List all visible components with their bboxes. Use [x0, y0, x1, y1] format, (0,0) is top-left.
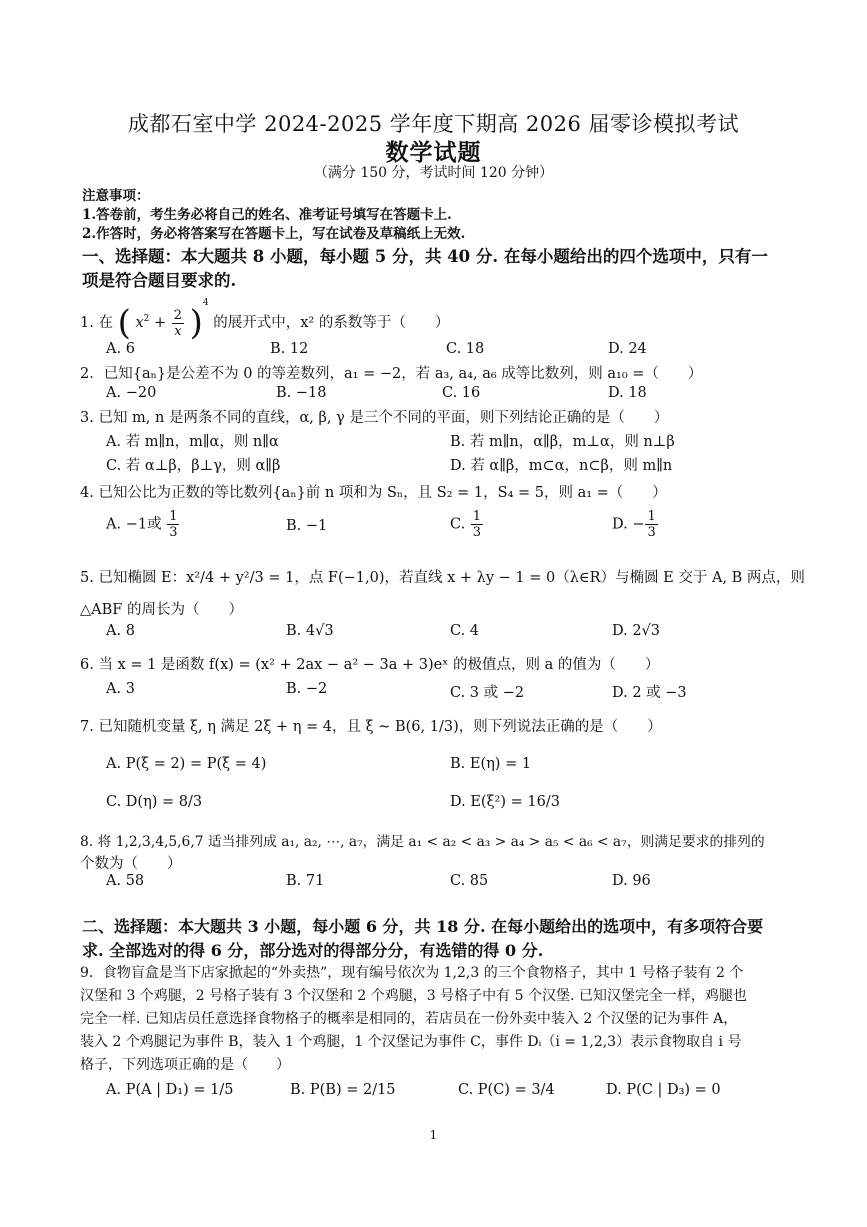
q3-option-c: C. 若 α⊥β，β⊥γ，则 α∥β: [106, 458, 281, 474]
q4-option-c-label: C.: [450, 516, 466, 533]
question-1: 1. 在 ( $x^2$ + $\frac{2}{x}$ )$^4$ 的展开式中，x² 的系数等于（ ）: [80, 298, 450, 343]
q9-option-c: C. P(C) = 3/4: [458, 1082, 555, 1098]
q6-option-c: C. 3 或 −2: [450, 685, 525, 701]
q7-option-c: C. D(η) = 8/3: [106, 794, 203, 810]
q6-option-a: A. 3: [106, 681, 135, 697]
question-5: 5. 已知椭圆 E：x²/4 + y²/3 = 1，点 F(−1,0)，若直线 x + λy − 1 = 0（λ∈R）与椭圆 E 交于 A, B 两点，则: [80, 570, 805, 586]
subject-title: 数学试题: [385, 139, 482, 166]
exam-info: （满分 150 分，考试时间 120 分钟）: [313, 165, 554, 181]
q8-option-b: B. 71: [286, 873, 325, 889]
notice-item-1: 1.答卷前，考生务必将自己的姓名、准考证号填写在答题卡上.: [82, 207, 452, 223]
section2-heading-cont: 求. 全部选对的得 6 分，部分选对的得部分分，有选错的得 0 分.: [82, 941, 544, 960]
q7-option-b: B. E(η) = 1: [450, 756, 532, 772]
question-3: 3. 已知 m, n 是两条不同的直线，α, β, γ 是三个不同的平面，则下列结论正确的是（ ）: [80, 410, 669, 426]
question-7: 7. 已知随机变量 ξ, η 满足 2ξ + η = 4，且 ξ ~ B(6, 1/3)，则下列说法正确的是（ ）: [80, 719, 662, 735]
question-8: 8. 将 1,2,3,4,5,6,7 适当排列成 a₁, a₂, ⋯, a₇，满足 a₁ < a₂ < a₃ > a₄ > a₅ < a₆ < a₇，则满足要求的排列的: [80, 834, 765, 850]
q6-option-b: B. −2: [286, 681, 328, 697]
q1-suffix: 的展开式中，x² 的系数等于（ ）: [213, 315, 450, 331]
q4-option-a-label: A. −1或: [106, 516, 162, 533]
exam-title: 成都石室中学 2024-2025 学年度下期高 2026 届零诊模拟考试: [127, 112, 740, 136]
section1-heading: 一、选择题：本大题共 8 小题，每小题 5 分，共 40 分. 在每小题给出的四个选项中，只有一: [82, 247, 768, 266]
question-2: 2．已知{aₙ}是公差不为 0 的等差数列，a₁ = −2，若 a₃, a₄, a₆ 成等比数列，则 a₁₀ =（ ）: [80, 366, 703, 382]
section1-heading-cont: 项是符合题目要求的.: [82, 271, 237, 290]
question-4: 4. 已知公比为正数的等比数列{aₙ}前 n 项和为 Sₙ，且 S₂ = 1，S₄ = 5，则 a₁ =（ ）: [80, 485, 667, 501]
q4-option-b: B. −1: [286, 518, 328, 534]
q4-fraction-d: $\frac{1}{3}$: [647, 509, 656, 540]
q9-option-a: A. P(A | D₁) = 1/5: [106, 1082, 234, 1098]
notice-heading: 注意事项：: [82, 188, 150, 204]
q2-option-d: D. 18: [608, 385, 647, 401]
q4-fraction-a: $\frac{1}{3}$: [169, 509, 178, 540]
q4-fraction-c: $\frac{1}{3}$: [472, 509, 482, 540]
q2-option-c: C. 16: [442, 385, 481, 401]
q8-option-a: A. 58: [106, 873, 145, 889]
q9-option-d: D. P(C | D₃) = 0: [606, 1082, 721, 1098]
question-6: 6. 当 x = 1 是函数 f(x) = (x² + 2ax − a² − 3a + 3)eˣ 的极值点，则 a 的值为（ ）: [80, 657, 660, 673]
q5-option-a: A. 8: [106, 623, 135, 639]
question-9-line-4: 装入 2 个鸡腿记为事件 B，装入 1 个鸡腿，1 个汉堡记为事件 C，事件 Dᵢ（i = 1,2,3）表示食物取自 i 号: [80, 1034, 742, 1050]
q1-option-a: A. 6: [106, 341, 135, 357]
q7-option-a: A. P(ξ = 2) = P(ξ = 4): [106, 756, 267, 772]
q8-option-d: D. 96: [612, 873, 651, 889]
q3-option-d: D. 若 α∥β，m⊂α，n⊂β，则 m∥n: [450, 458, 673, 474]
question-9-line-1: 9．食物盲盒是当下店家掀起的“外卖热”，现有编号依次为 1,2,3 的三个食物格子，其中 1 号格子装有 2 个: [80, 965, 744, 981]
q5-option-c: C. 4: [450, 623, 480, 639]
question-5-cont: △ABF 的周长为（ ）: [80, 602, 243, 618]
question-9-line-2: 汉堡和 3 个鸡腿，2 号格子装有 3 个汉堡和 2 个鸡腿，3 号格子中有 5 个汉堡. 已知汉堡完全一样，鸡腿也: [80, 988, 747, 1004]
left-paren-glyph: (: [117, 303, 131, 343]
q1-fraction: $\frac{2}{x}$: [173, 307, 183, 339]
q1-option-c: C. 18: [446, 341, 485, 357]
right-paren-glyph: ): [189, 303, 203, 343]
question-9-line-5: 格子，下列选项正确的是（ ）: [80, 1057, 290, 1073]
q2-option-a: A. −20: [106, 385, 157, 401]
q4-option-d: [612, 510, 659, 539]
q1-option-d: D. 24: [608, 341, 647, 357]
q5-option-b: B. 4√3: [286, 623, 334, 639]
q2-option-b: B. −18: [276, 385, 327, 401]
q4-option-c: [450, 510, 484, 539]
q1-prefix: 1. 在: [80, 315, 113, 331]
question-8-cont: 个数为（ ）: [80, 856, 182, 872]
q9-option-b: B. P(B) = 2/15: [290, 1082, 396, 1098]
page-number: 1: [429, 1128, 438, 1142]
q1-option-b: B. 12: [270, 341, 309, 357]
question-9-line-3: 完全一样. 已知店员任意选择食物格子的概率是相同的，若店员在一份外卖中装入 2 个汉堡的记为事件 A，: [80, 1011, 738, 1027]
q4-option-a: [106, 510, 180, 539]
q3-option-a: A. 若 m∥n，m∥α，则 n∥α: [106, 434, 279, 450]
q6-option-d: D. 2 或 −3: [612, 685, 687, 701]
q5-option-d: D. 2√3: [612, 623, 661, 639]
q4-option-d-label: D. −: [612, 516, 645, 533]
notice-item-2: 2.作答时，务必将答案写在答题卡上，写在试卷及草稿纸上无效.: [82, 226, 466, 242]
q3-option-b: B. 若 m∥n，α∥β，m⊥α，则 n⊥β: [450, 434, 675, 450]
q7-option-d: D. E(ξ²) = 16/3: [450, 794, 560, 810]
section2-heading: 二、选择题：本大题共 3 小题，每小题 6 分，共 18 分. 在每小题给出的选项中，有多项符合要: [82, 917, 764, 936]
q8-option-c: C. 85: [450, 873, 489, 889]
